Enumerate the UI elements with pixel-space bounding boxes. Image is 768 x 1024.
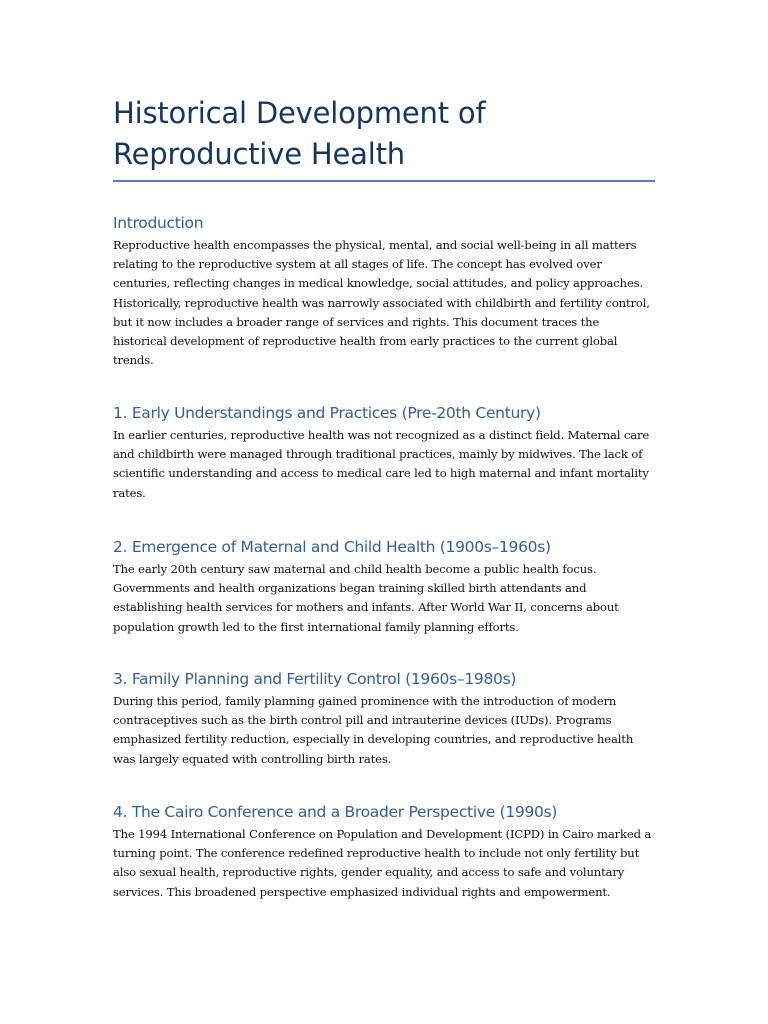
- section-family-planning: [113, 668, 655, 769]
- section-cairo-conference: [113, 801, 655, 902]
- section-early-understandings: [113, 402, 655, 503]
- section-heading: 3. Family Planning and Fertility Control (1960s–1980s): [113, 670, 517, 688]
- section-maternal-child-health: [113, 536, 655, 637]
- document-title: Historical Development of Reproductive Health: [113, 96, 486, 171]
- section-paragraph: The early 20th century saw maternal and child health become a public health focus. Governments and health organizations began training skilled birth attendants and establishing health services for mothers and infants. After World War II, concerns about population growth led to the first international family planning efforts.: [113, 562, 619, 634]
- section-paragraph: Reproductive health encompasses the physical, mental, and social well-being in all matters relating to the reproductive system at all stages of life. The concept has evolved over centuries, reflecting changes in medical knowledge, social attitudes, and policy approaches. Historically, reproductive health was narrowly associated with childbirth and fertility control, but it now includes a broader range of services and rights. This document traces the historical development of reproductive health from early practices to the current global trends.: [113, 238, 650, 368]
- section-heading: Introduction: [113, 214, 204, 232]
- section-paragraph: During this period, family planning gained prominence with the introduction of modern contraceptives such as the birth control pill and intrauterine devices (IUDs). Programs emphasized fertility reduction, especially in developing countries, and reproductive health was largely equated with controlling birth rates.: [113, 694, 634, 766]
- title-underline: [113, 180, 655, 182]
- section-heading: 1. Early Understandings and Practices (Pre-20th Century): [113, 404, 541, 422]
- section-heading: 2. Emergence of Maternal and Child Health (1900s–1960s): [113, 538, 551, 556]
- section-introduction: [113, 212, 655, 370]
- section-heading: 4. The Cairo Conference and a Broader Perspective (1990s): [113, 803, 558, 821]
- section-paragraph: The 1994 International Conference on Population and Development (ICPD) in Cairo marked a turning point. The conference redefined reproductive health to include not only fertility but also sexual health, reproductive rights, gender equality, and access to safe and voluntary services. This broadened perspective emphasized individual rights and empowerment.: [113, 827, 652, 899]
- section-paragraph: In earlier centuries, reproductive health was not recognized as a distinct field. Maternal care and childbirth were managed through traditional practices, mainly by midwives. The lack of scientific understanding and access to medical care led to high maternal and infant mortality rates.: [113, 428, 650, 500]
